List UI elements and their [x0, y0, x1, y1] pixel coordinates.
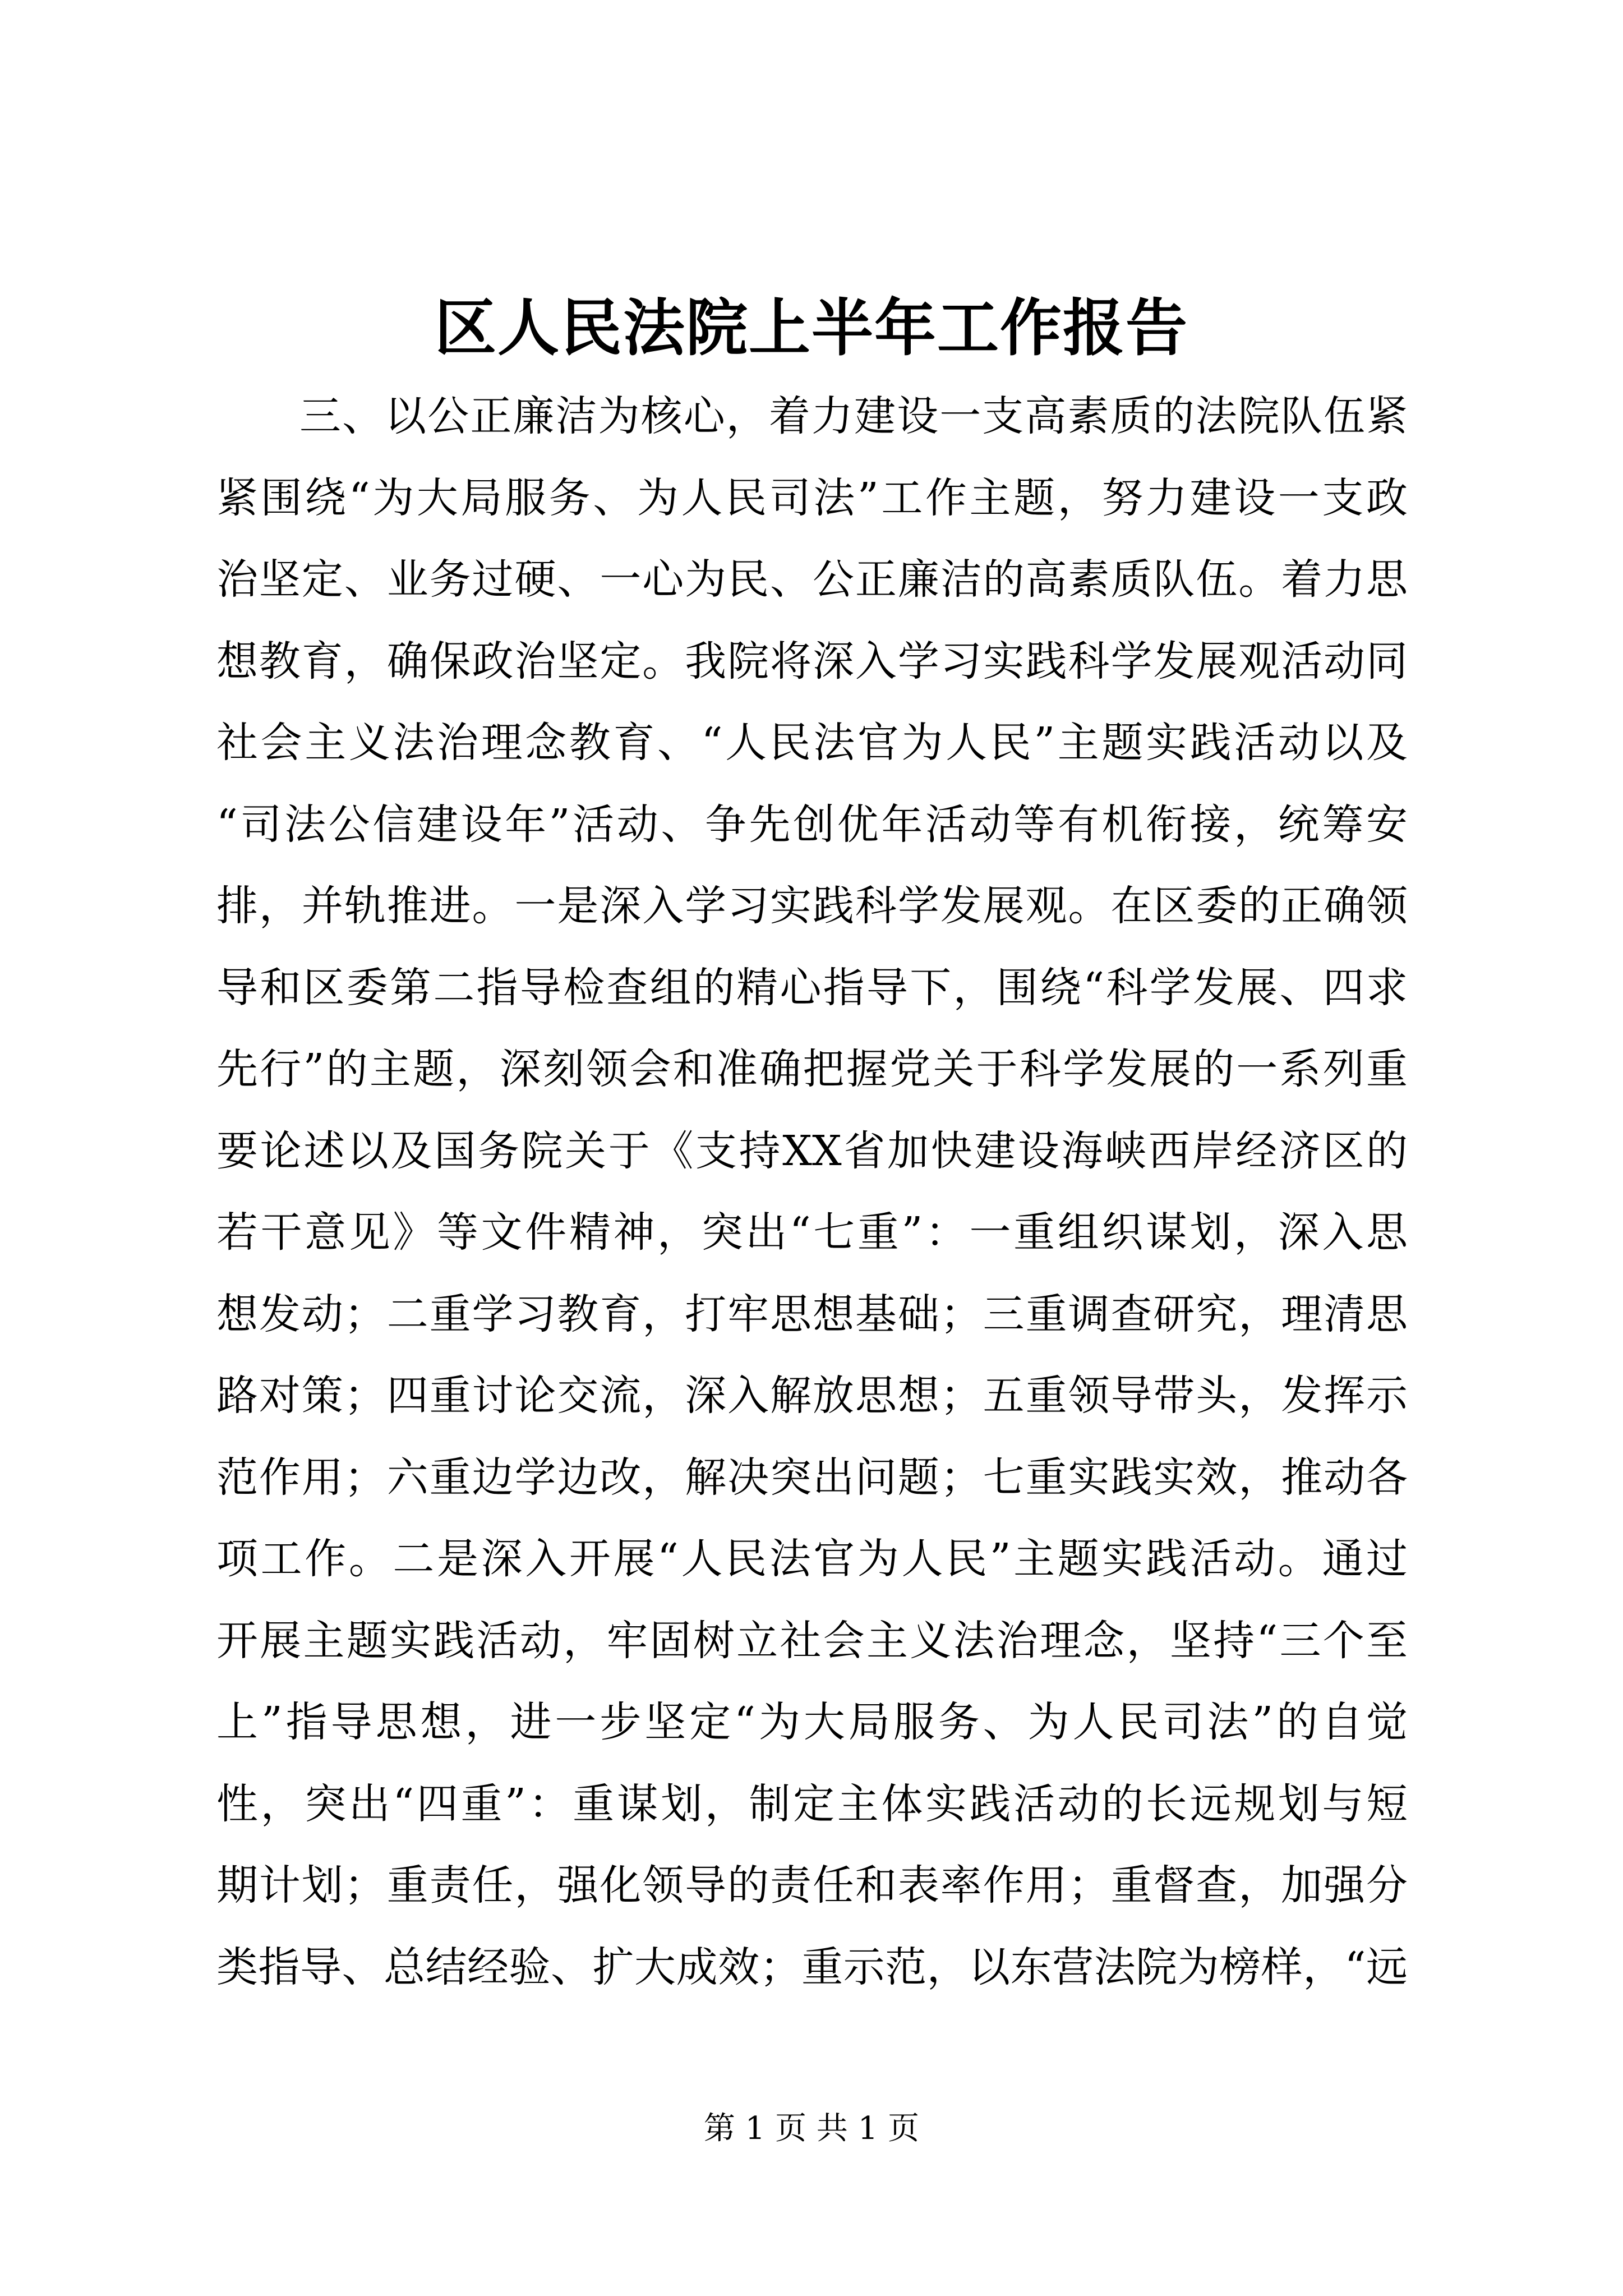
- body-line: 社会主义法治理念教育、“人民法官为人民”主题实践活动以及: [216, 719, 1408, 767]
- body-line: 要论述以及国务院关于《支持XX省加快建设海峡西岸经济区的: [216, 1126, 1408, 1175]
- body-line: 上”指导思想，进一步坚定“为大局服务、为人民司法”的自觉: [216, 1698, 1408, 1746]
- page-footer: 第 1 页 共 1 页: [703, 2110, 920, 2147]
- body-line: 三、以公正廉洁为核心，着力建设一支高素质的法院队伍紧: [299, 392, 1408, 440]
- body-line: 想发动；二重学习教育，打牢思想基础；三重调查研究，理清思: [216, 1290, 1408, 1338]
- body-line: 性，突出“四重”：重谋划，制定主体实践活动的长远规划与短: [216, 1779, 1408, 1828]
- document-title: 区人民法院上半年工作报告: [435, 292, 1188, 364]
- body-line: 开展主题实践活动，牢固树立社会主义法治理念，坚持“三个至: [216, 1616, 1408, 1665]
- body-line: 治坚定、业务过硬、一心为民、公正廉洁的高素质队伍。着力思: [216, 555, 1408, 604]
- body-line: 项工作。二是深入开展“人民法官为人民”主题实践活动。通过: [216, 1535, 1408, 1583]
- body-line: 先行”的主题，深刻领会和准确把握党关于科学发展的一系列重: [216, 1045, 1408, 1093]
- body-line: 范作用；六重边学边改，解决突出问题；七重实践实效，推动各: [216, 1453, 1408, 1502]
- body-line: 类指导、总结经验、扩大成效；重示范，以东营法院为榜样，“远: [216, 1943, 1408, 1991]
- body-line: 导和区委第二指导检查组的精心指导下，围绕“科学发展、四求: [216, 963, 1408, 1012]
- body-line: 期计划；重责任，强化领导的责任和表率作用；重督查，加强分: [216, 1861, 1408, 1910]
- body-line: 排，并轨推进。一是深入学习实践科学发展观。在区委的正确领: [216, 882, 1408, 930]
- body-line: 紧围绕“为大局服务、为人民司法”工作主题，努力建设一支政: [216, 473, 1408, 522]
- body-line: 若干意见》等文件精神，突出“七重”：一重组织谋划，深入思: [216, 1208, 1408, 1257]
- body-line: 路对策；四重讨论交流，深入解放思想；五重领导带头，发挥示: [216, 1372, 1408, 1420]
- body-line: 想教育，确保政治坚定。我院将深入学习实践科学发展观活动同: [216, 637, 1408, 685]
- body-line: “司法公信建设年”活动、争先创优年活动等有机衔接，统筹安: [216, 800, 1408, 849]
- document-body: [216, 376, 1408, 2008]
